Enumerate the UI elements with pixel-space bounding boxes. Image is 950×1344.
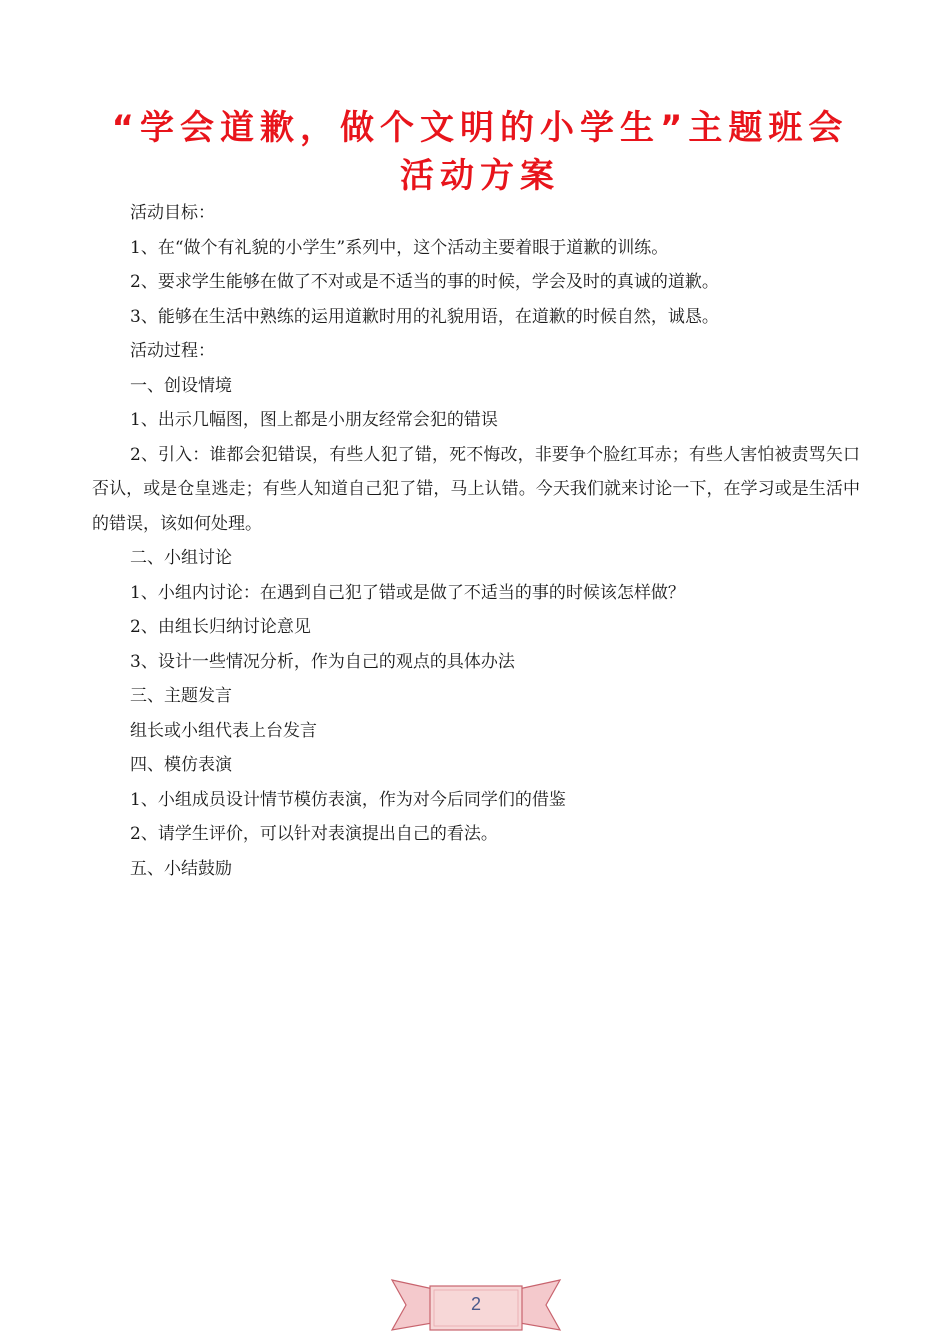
- paragraph: 2、要求学生能够在做了不对或是不适当的事的时候，学会及时的真诚的道歉。: [130, 272, 719, 292]
- paragraph: 2、请学生评价，可以针对表演提出自己的看法。: [130, 824, 498, 844]
- page-number: 2: [470, 1294, 481, 1314]
- paragraph: 2、由组长归纳讨论意见: [130, 617, 311, 637]
- section-heading: 三、主题发言: [130, 686, 232, 706]
- paragraph: 组长或小组代表上台发言: [130, 720, 317, 741]
- paragraph: 活动目标：: [130, 203, 215, 223]
- paragraph: 3、设计一些情况分析，作为自己的观点的具体办法: [130, 651, 515, 672]
- paragraph: 活动过程：: [130, 341, 215, 361]
- paragraph: 1、在“做个有礼貌的小学生”系列中，这个活动主要着眼于道歉的训练。: [130, 237, 669, 258]
- paragraph: 3、能够在生活中熟练的运用道歉时用的礼貌用语，在道歉的时候自然，诚恳。: [130, 306, 719, 327]
- document-title: “学会道歉，做个文明的小学生”主题班会活动方案: [111, 108, 849, 196]
- section-heading: 二、小组讨论: [130, 548, 232, 568]
- section-heading: 一、创设情境: [130, 375, 232, 396]
- paragraph: 1、小组内讨论：在遇到自己犯了错或是做了不适当的事的时候该怎样做？: [130, 582, 685, 603]
- section-heading: 五、小结鼓励: [130, 858, 232, 879]
- paragraph: 1、小组成员设计情节模仿表演，作为对今后同学们的借鉴: [130, 789, 566, 810]
- page-number-ribbon: [390, 1272, 562, 1336]
- paragraph: 1、出示几幅图，图上都是小朋友经常会犯的错误: [130, 410, 498, 430]
- paragraph: 2、引入：谁都会犯错误，有些人犯了错，死不悔改，非要争个脸红耳赤；有些人害怕被责骂矢口否认，或是仓皇逃走；有些人知道自己犯了错，马上认错。今天我们就来讨论一下，在学习或是生活中的错误，该如何处理。: [92, 444, 860, 534]
- document-body: [92, 196, 860, 886]
- section-heading: 四、模仿表演: [130, 755, 232, 775]
